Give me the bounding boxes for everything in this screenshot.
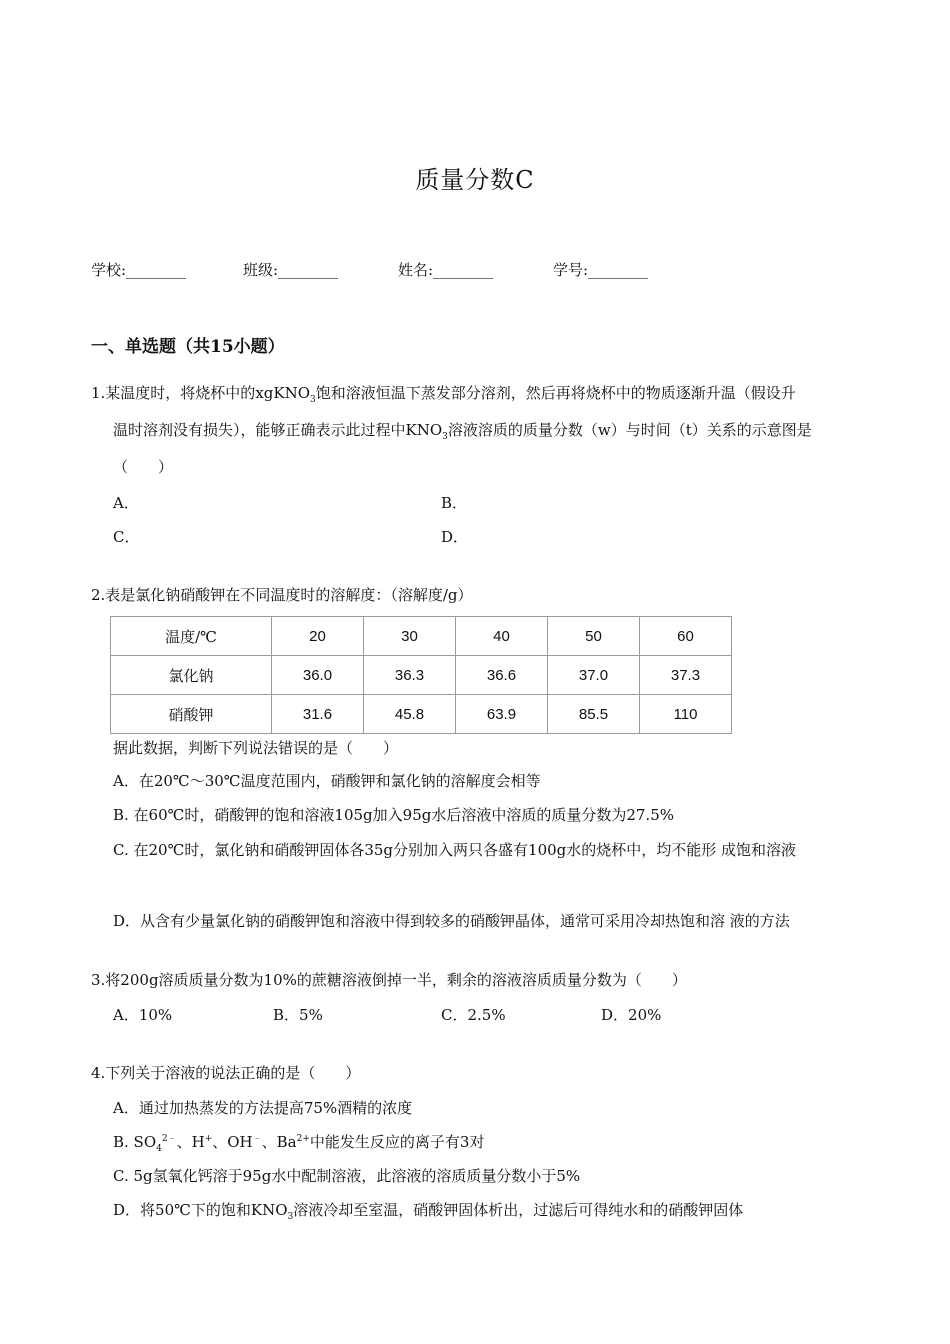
- table-cell: 85.5: [547, 695, 639, 734]
- q1-option-a: A．: [113, 494, 139, 512]
- q2-stem: 2.表是氯化钠硝酸钾在不同温度时的溶解度：（溶解度/g）: [91, 586, 473, 604]
- q4-option-c: C. 5g氢氧化钙溶于95g水中配制溶液，此溶液的溶质质量分数小于5%: [113, 1167, 581, 1185]
- table-cell: 31.6: [271, 695, 363, 734]
- q1-line1: 1.某温度时，将烧杯中的xgKNO$_3$饱和溶液恒温下蒸发部分溶剂，然后再将烧杯中的物质逐渐升温（假设升: [91, 384, 796, 405]
- table-header-cell: 温度/℃: [111, 617, 272, 656]
- q2-option-b: B. 在60℃时，硝酸钾的饱和溶液105g加入95g水后溶液中溶质的质量分数为27.5%: [113, 806, 675, 824]
- table-header-cell: 20: [271, 617, 363, 656]
- class-field: 班级:________: [243, 261, 339, 279]
- q2-option-a: A．在20℃～30℃温度范围内，硝酸钾和氯化钠的溶解度会相等: [113, 772, 541, 790]
- q4-option-a: A．通过加热蒸发的方法提高75%酒精的浓度: [113, 1099, 413, 1117]
- q2-option-c: C. 在20℃时，氯化钠和硝酸钾固体各35g分别加入两只各盛有100g水的烧杯中，均不能形 成饱和溶液: [113, 841, 797, 859]
- solubility-table: [110, 616, 732, 734]
- q4-stem: 4.下列关于溶液的说法正确的是（ ）: [91, 1064, 361, 1082]
- table-header-row: [111, 617, 732, 656]
- name-field: 姓名:________: [398, 261, 494, 279]
- q1-line2: 温时溶剂没有损失），能够正确表示此过程中$KNO_3$溶液溶质的质量分数（w）与时间（t）关系的示意图是: [113, 421, 812, 442]
- table-cell: 36.3: [363, 656, 455, 695]
- table-row: [111, 656, 732, 695]
- q3-option-b: B．5%: [273, 1006, 323, 1024]
- page-title: 质量分数C: [415, 166, 535, 194]
- table-cell: 氯化钠: [111, 656, 272, 695]
- q1-option-b: B．: [441, 494, 468, 512]
- table-cell: 硝酸钾: [111, 695, 272, 734]
- q1-line3: （ ）: [113, 458, 174, 476]
- table-cell: 110: [639, 695, 731, 734]
- q1-option-d: D．: [441, 528, 469, 546]
- table-cell: 37.0: [547, 656, 639, 695]
- student-number-field: 学号:________: [553, 261, 649, 279]
- school-field: 学校:________: [91, 261, 187, 279]
- section-heading: 一、单选题（共15小题）: [91, 337, 285, 357]
- q2-option-d: D．从含有少量氯化钠的硝酸钾饱和溶液中得到较多的硝酸钾晶体，通常可采用冷却热饱和溶 液的方法: [113, 912, 790, 930]
- q3-option-d: D．20%: [601, 1006, 662, 1024]
- q3-option-a: A．10%: [113, 1006, 173, 1024]
- table-row: [111, 695, 732, 734]
- q3-option-c: C．2.5%: [441, 1006, 506, 1024]
- table-header-cell: 40: [455, 617, 547, 656]
- table-header-cell: 30: [363, 617, 455, 656]
- q2-prompt: 据此数据，判断下列说法错误的是（ ）: [113, 739, 399, 757]
- table-cell: 63.9: [455, 695, 547, 734]
- q4-option-d: D．将50℃下的饱和$KNO_3$溶液冷却至室温，硝酸钾固体析出，过滤后可得纯水和的硝酸钾固体: [113, 1201, 744, 1222]
- table-cell: 36.0: [271, 656, 363, 695]
- table-header-cell: 50: [547, 617, 639, 656]
- q1-option-c: C．: [113, 528, 140, 546]
- table-header-cell: 60: [639, 617, 731, 656]
- q4-option-b: B. $SO_4^{2﹣}$、H+、OH﹣、$Ba^{2+}$中能发生反应的离子有3对: [113, 1133, 485, 1154]
- q3-stem: 3.将200g溶质质量分数为10%的蔗糖溶液倒掉一半，剩余的溶液溶质质量分数为（ ）: [91, 971, 687, 989]
- table-cell: 36.6: [455, 656, 547, 695]
- table-cell: 37.3: [639, 656, 731, 695]
- table-cell: 45.8: [363, 695, 455, 734]
